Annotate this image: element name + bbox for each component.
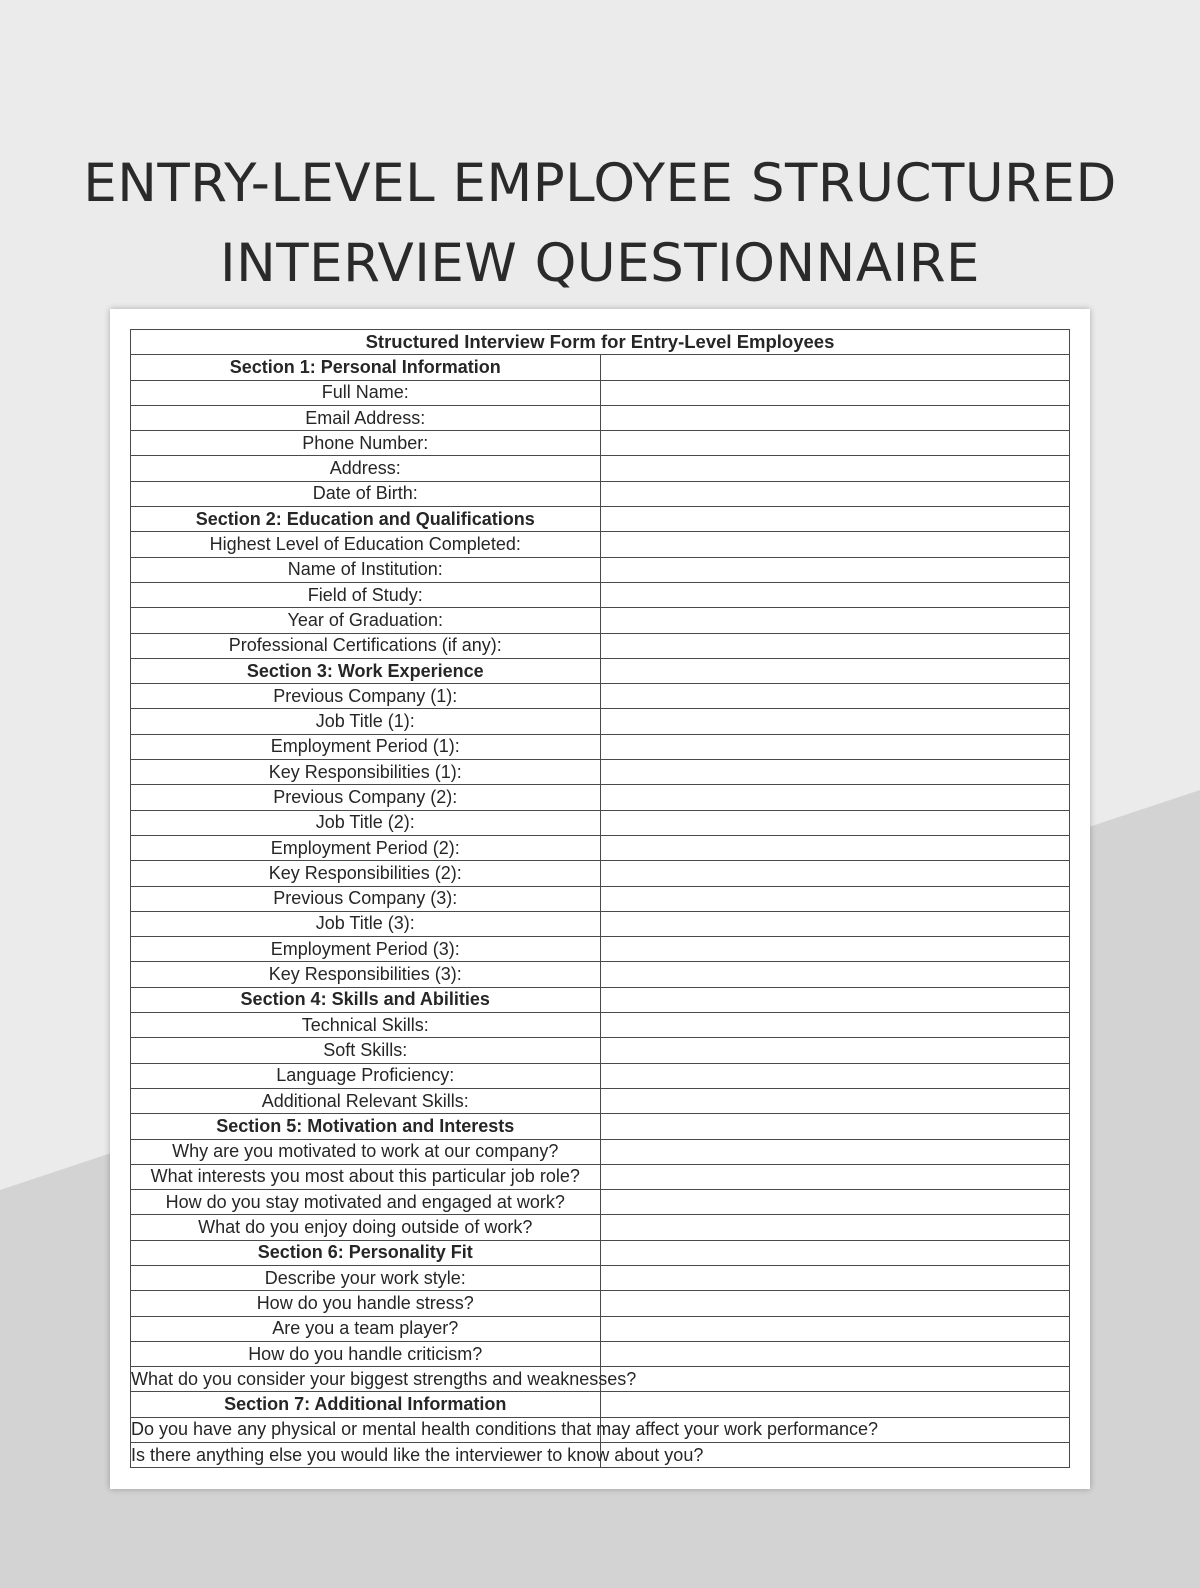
answer-cell[interactable]: [600, 760, 1070, 785]
question-row: [131, 1417, 1070, 1442]
answer-cell[interactable]: [600, 1367, 1070, 1392]
section-title: Section 2: Education and Qualifications: [131, 507, 601, 532]
answer-cell[interactable]: [600, 431, 1070, 456]
question-label: Job Title (3):: [131, 911, 601, 936]
section-title: Section 5: Motivation and Interests: [131, 1114, 601, 1139]
question-row: [131, 1316, 1070, 1341]
form-header: Structured Interview Form for Entry-Level Employees: [131, 330, 1070, 355]
page-title: [0, 144, 1200, 304]
question-row: [131, 861, 1070, 886]
question-label: Are you a team player?: [131, 1316, 601, 1341]
answer-cell: [600, 1114, 1070, 1139]
section-header-row: [131, 1240, 1070, 1265]
question-row: [131, 1190, 1070, 1215]
answer-cell[interactable]: [600, 684, 1070, 709]
question-row: [131, 481, 1070, 506]
question-row: [131, 835, 1070, 860]
question-label: Previous Company (2):: [131, 785, 601, 810]
section-header-row: [131, 1114, 1070, 1139]
question-label: Date of Birth:: [131, 481, 601, 506]
question-row: [131, 810, 1070, 835]
question-label: Key Responsibilities (1):: [131, 760, 601, 785]
answer-cell[interactable]: [600, 532, 1070, 557]
answer-cell[interactable]: [600, 937, 1070, 962]
answer-cell[interactable]: [600, 380, 1070, 405]
question-row: [131, 1139, 1070, 1164]
answer-cell[interactable]: [600, 1190, 1070, 1215]
question-row: [131, 1291, 1070, 1316]
question-label: Highest Level of Education Completed:: [131, 532, 601, 557]
answer-cell[interactable]: [600, 1316, 1070, 1341]
question-row: [131, 456, 1070, 481]
question-row: [131, 1265, 1070, 1290]
answer-cell[interactable]: [600, 1265, 1070, 1290]
section-header-row: [131, 658, 1070, 683]
question-label: What do you consider your biggest strengths and weaknesses?: [131, 1367, 601, 1392]
question-label: What do you enjoy doing outside of work?: [131, 1215, 601, 1240]
answer-cell[interactable]: [600, 608, 1070, 633]
page-title-line-1: ENTRY-LEVEL EMPLOYEE STRUCTURED: [83, 152, 1117, 214]
answer-cell[interactable]: [600, 557, 1070, 582]
question-row: [131, 886, 1070, 911]
question-row: [131, 709, 1070, 734]
question-label: Email Address:: [131, 405, 601, 430]
section-header-row: [131, 1392, 1070, 1417]
answer-cell: [600, 1240, 1070, 1265]
question-row: [131, 962, 1070, 987]
question-label: Do you have any physical or mental health conditions that may affect your work performance?: [131, 1417, 601, 1442]
question-label: Name of Institution:: [131, 557, 601, 582]
question-label: Employment Period (3):: [131, 937, 601, 962]
question-label: Address:: [131, 456, 601, 481]
question-row: [131, 1013, 1070, 1038]
answer-cell: [600, 987, 1070, 1012]
question-label: Professional Certifications (if any):: [131, 633, 601, 658]
question-label: Field of Study:: [131, 582, 601, 607]
question-label: Full Name:: [131, 380, 601, 405]
section-header-row: [131, 507, 1070, 532]
question-row: [131, 760, 1070, 785]
question-label: Job Title (1):: [131, 709, 601, 734]
question-row: [131, 1341, 1070, 1366]
question-label: How do you handle criticism?: [131, 1341, 601, 1366]
answer-cell[interactable]: [600, 481, 1070, 506]
question-row: [131, 937, 1070, 962]
answer-cell[interactable]: [600, 709, 1070, 734]
question-row: [131, 582, 1070, 607]
answer-cell: [600, 1392, 1070, 1417]
answer-cell[interactable]: [600, 1088, 1070, 1113]
answer-cell[interactable]: [600, 785, 1070, 810]
question-row: [131, 431, 1070, 456]
form-header-row: [131, 330, 1070, 355]
answer-cell: [600, 355, 1070, 380]
question-label: Employment Period (2):: [131, 835, 601, 860]
question-row: [131, 532, 1070, 557]
answer-cell[interactable]: [600, 886, 1070, 911]
answer-cell[interactable]: [600, 734, 1070, 759]
question-label: Additional Relevant Skills:: [131, 1088, 601, 1113]
section-header-row: [131, 987, 1070, 1012]
section-title: Section 1: Personal Information: [131, 355, 601, 380]
answer-cell[interactable]: [600, 405, 1070, 430]
answer-cell[interactable]: [600, 1038, 1070, 1063]
question-row: [131, 734, 1070, 759]
question-label: Year of Graduation:: [131, 608, 601, 633]
answer-cell[interactable]: [600, 962, 1070, 987]
answer-cell[interactable]: [600, 911, 1070, 936]
answer-cell: [600, 507, 1070, 532]
question-row: [131, 380, 1070, 405]
question-label: Key Responsibilities (2):: [131, 861, 601, 886]
answer-cell[interactable]: [600, 1341, 1070, 1366]
question-label: Technical Skills:: [131, 1013, 601, 1038]
answer-cell[interactable]: [600, 456, 1070, 481]
question-label: Language Proficiency:: [131, 1063, 601, 1088]
question-label: Employment Period (1):: [131, 734, 601, 759]
question-label: Previous Company (3):: [131, 886, 601, 911]
question-row: [131, 633, 1070, 658]
section-title: Section 6: Personality Fit: [131, 1240, 601, 1265]
question-label: Job Title (2):: [131, 810, 601, 835]
page-title-line-2: INTERVIEW QUESTIONNAIRE: [219, 232, 981, 294]
question-label: What interests you most about this particular job role?: [131, 1164, 601, 1189]
question-row: [131, 1164, 1070, 1189]
section-title: Section 4: Skills and Abilities: [131, 987, 601, 1012]
question-row: [131, 684, 1070, 709]
question-row: [131, 1215, 1070, 1240]
question-row: [131, 608, 1070, 633]
question-label: Soft Skills:: [131, 1038, 601, 1063]
question-row: [131, 557, 1070, 582]
question-label: Previous Company (1):: [131, 684, 601, 709]
question-label: How do you stay motivated and engaged at work?: [131, 1190, 601, 1215]
section-title: Section 7: Additional Information: [131, 1392, 601, 1417]
answer-cell[interactable]: [600, 861, 1070, 886]
question-row: [131, 1088, 1070, 1113]
form-sheet: [110, 309, 1090, 1489]
question-row: [131, 1367, 1070, 1392]
question-label: Why are you motivated to work at our company?: [131, 1139, 601, 1164]
question-row: [131, 1063, 1070, 1088]
section-title: Section 3: Work Experience: [131, 658, 601, 683]
question-label: How do you handle stress?: [131, 1291, 601, 1316]
answer-cell[interactable]: [600, 1164, 1070, 1189]
answer-cell[interactable]: [600, 1063, 1070, 1088]
answer-cell[interactable]: [600, 1215, 1070, 1240]
question-row: [131, 785, 1070, 810]
question-row: [131, 911, 1070, 936]
answer-cell[interactable]: [600, 582, 1070, 607]
question-label: Describe your work style:: [131, 1265, 601, 1290]
question-label: Phone Number:: [131, 431, 601, 456]
interview-form-table: [130, 329, 1070, 1468]
answer-cell[interactable]: [600, 1013, 1070, 1038]
answer-cell: [600, 658, 1070, 683]
question-label: Key Responsibilities (3):: [131, 962, 601, 987]
answer-cell[interactable]: [600, 633, 1070, 658]
answer-cell[interactable]: [600, 810, 1070, 835]
section-header-row: [131, 355, 1070, 380]
question-row: [131, 1443, 1070, 1468]
answer-cell[interactable]: [600, 1291, 1070, 1316]
question-row: [131, 405, 1070, 430]
answer-cell[interactable]: [600, 835, 1070, 860]
answer-cell[interactable]: [600, 1139, 1070, 1164]
question-label: Is there anything else you would like the interviewer to know about you?: [131, 1443, 601, 1468]
question-row: [131, 1038, 1070, 1063]
